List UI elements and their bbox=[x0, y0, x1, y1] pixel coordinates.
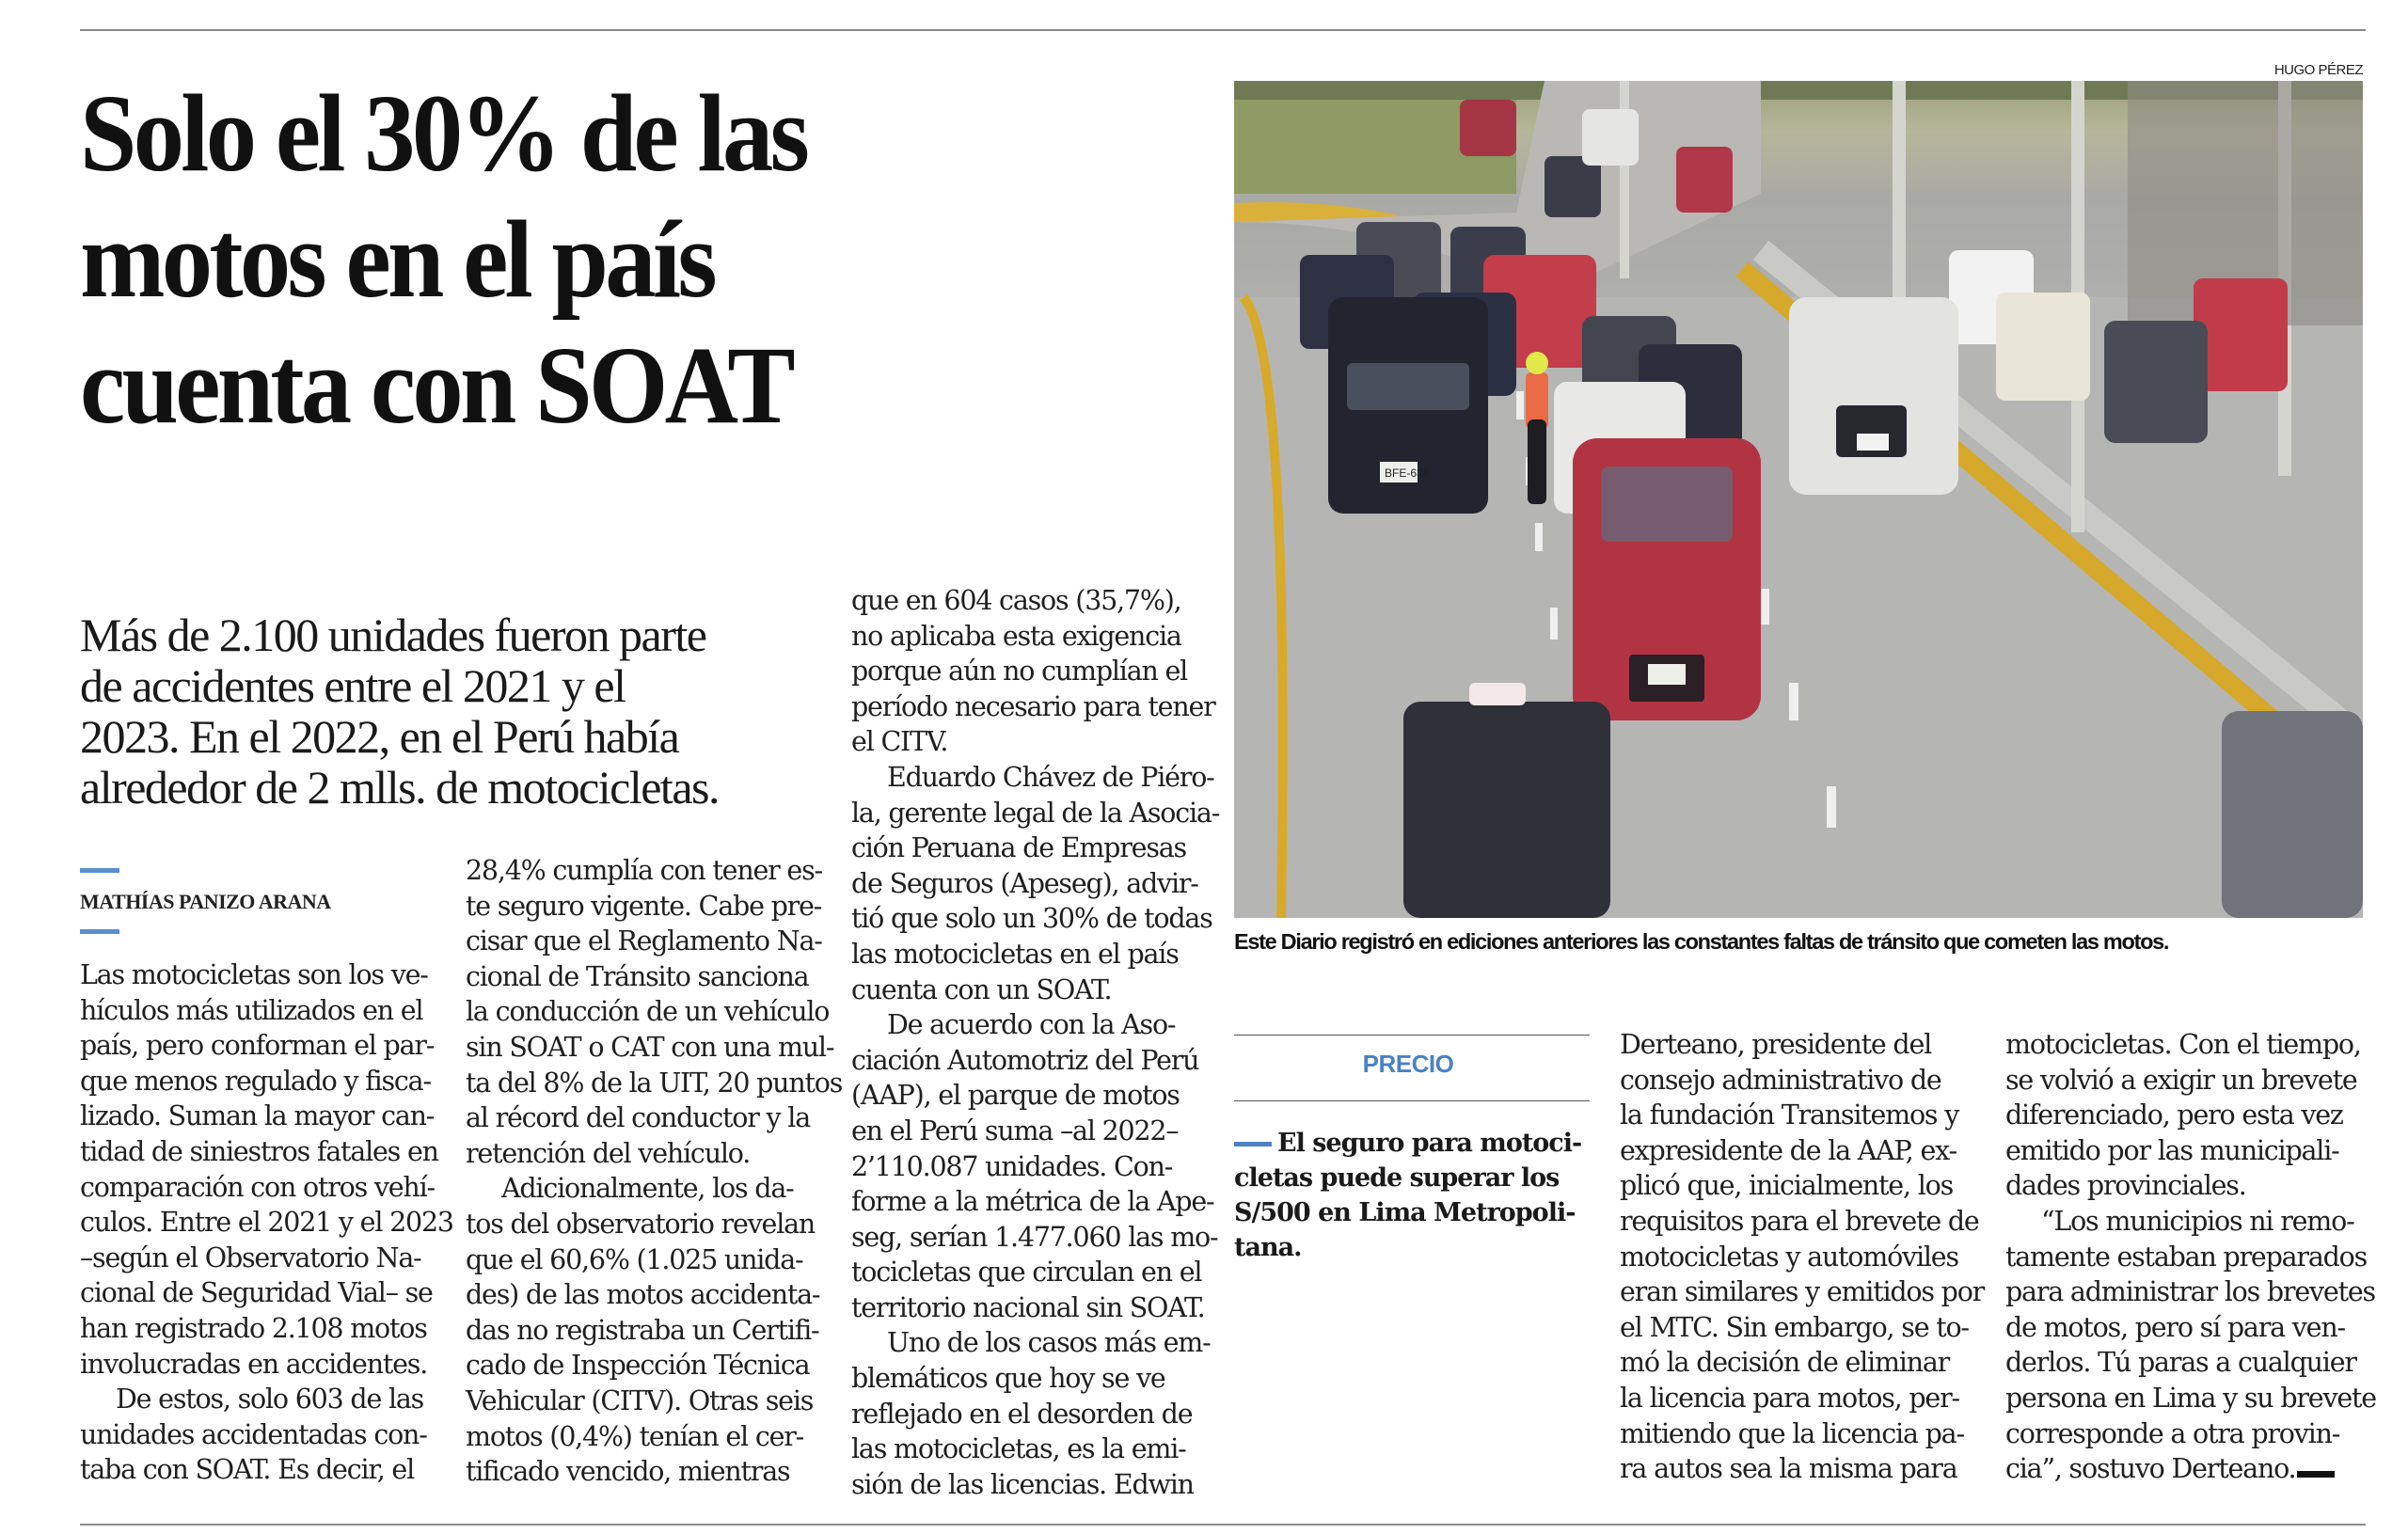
text-line: derlos. Tú paras a cualquier bbox=[2005, 1347, 2356, 1379]
sidebar-line: cletas puede superar los bbox=[1234, 1163, 1560, 1193]
text-line: mitiendo que la licencia pa- bbox=[1620, 1417, 1964, 1449]
headline bbox=[80, 71, 1096, 449]
text-line: al récord del conductor y la bbox=[466, 1102, 810, 1134]
text-line: plicó que, inicialmente, los bbox=[1620, 1170, 1953, 1202]
text-line: seg, serían 1.477.060 las mo- bbox=[851, 1221, 1218, 1253]
text-line: consejo administrativo de bbox=[1620, 1064, 1941, 1096]
text-line: en el Perú suma –al 2022– bbox=[851, 1115, 1179, 1147]
text-line: reflejado en el desorden de bbox=[851, 1398, 1193, 1430]
text-line: blemáticos que hoy se ve bbox=[851, 1363, 1165, 1395]
sidebar-top-rule bbox=[1234, 1035, 1590, 1036]
text-line: que el 60,6% (1.025 unida- bbox=[466, 1243, 803, 1275]
text-line: motocicletas. Con el tiempo, bbox=[2005, 1029, 2361, 1060]
text-line: retención del vehículo. bbox=[466, 1137, 751, 1169]
plate-text: BFE-634 bbox=[1385, 467, 1430, 480]
text-line: de motos, pero sí para ven- bbox=[2005, 1311, 2345, 1343]
article-column-4 bbox=[1620, 1027, 1996, 1487]
text-line: motos (0,4%) tenían el cer- bbox=[466, 1420, 804, 1452]
sidebar-text bbox=[1234, 1126, 1592, 1265]
text-line: tidad de siniestros fatales en bbox=[80, 1135, 438, 1167]
text-line: Uno de los casos más em- bbox=[887, 1327, 1211, 1359]
text-line: la conducción de un vehículo bbox=[466, 996, 830, 1028]
text-line: das no registraba un Certifi- bbox=[466, 1314, 819, 1346]
text-line: taba con SOAT. Es decir, el bbox=[80, 1454, 414, 1486]
text-line: tamente estaban preparados bbox=[2005, 1241, 2368, 1273]
text-line: ra autos sea la misma para bbox=[1620, 1453, 1957, 1485]
text-line: involucradas en accidentes. bbox=[80, 1348, 428, 1380]
article-column-3 bbox=[851, 583, 1218, 1502]
sidebar-line: tana. bbox=[1234, 1233, 1302, 1262]
text-line: cisar que el Reglamento Na- bbox=[466, 925, 822, 957]
text-line: unidades accidentadas con- bbox=[80, 1418, 427, 1450]
text-line: la fundación Transitemos y bbox=[1620, 1099, 1959, 1131]
text-line: –según el Observatorio Na- bbox=[80, 1241, 421, 1273]
deck-line: de accidentes entre el 2021 y el bbox=[80, 659, 626, 712]
text-line: para administrar los brevetes bbox=[2005, 1276, 2375, 1308]
text-line: dades provinciales. bbox=[2005, 1170, 2246, 1202]
text-line: te seguro vigente. Cabe pre- bbox=[466, 890, 822, 922]
text-line: cado de Inspección Técnica bbox=[466, 1350, 810, 1382]
text-line: lizado. Suman la mayor can- bbox=[80, 1100, 435, 1132]
text-line: la licencia para motos, per- bbox=[1620, 1382, 1959, 1414]
text-line: ciación Automotriz del Perú bbox=[851, 1044, 1199, 1076]
photo-credit: HUGO PÉREZ bbox=[2273, 62, 2363, 78]
headline-line: cuenta con SOAT bbox=[80, 324, 793, 447]
text-line: Vehicular (CITV). Otras seis bbox=[466, 1384, 814, 1416]
text-line: De acuerdo con la Aso- bbox=[887, 1009, 1176, 1041]
text-line: la, gerente legal de la Asocia- bbox=[851, 797, 1220, 829]
text-line: (AAP), el parque de motos bbox=[851, 1080, 1180, 1112]
text-line: emitido por las municipali- bbox=[2005, 1134, 2339, 1166]
text-line: de Seguros (Apeseg), advir- bbox=[851, 867, 1198, 899]
text-line: que menos regulado y fisca- bbox=[80, 1065, 431, 1097]
text-line: motocicletas y automóviles bbox=[1620, 1241, 1958, 1273]
sidebar-line: S/500 en Lima Metropoli- bbox=[1234, 1198, 1576, 1227]
text-line: las motocicletas, es la emi- bbox=[851, 1433, 1186, 1465]
sidebar-bottom-rule bbox=[1234, 1100, 1590, 1101]
byline-bar-bottom bbox=[80, 929, 119, 934]
text-line: se volvió a exigir un brevete bbox=[2005, 1064, 2357, 1096]
headline-line: Solo el 30% de las bbox=[80, 71, 807, 195]
photo-caption: Este Diario registró en ediciones anteriores las constantes faltas de tránsito que cometen las motos. bbox=[1234, 929, 2169, 954]
text-line: porque aún no cumplían el bbox=[851, 656, 1188, 688]
text-line: Adicionalmente, los da- bbox=[501, 1173, 794, 1205]
article-column-1 bbox=[80, 957, 453, 1488]
text-line: requisitos para el brevete de bbox=[1620, 1205, 1979, 1237]
text-line: cuenta con un SOAT. bbox=[851, 973, 1112, 1005]
text-line: des) de las motos accidenta- bbox=[466, 1279, 820, 1311]
article-column-2 bbox=[466, 853, 843, 1490]
text-line: cional de Tránsito sanciona bbox=[466, 960, 809, 992]
deck-line: Más de 2.100 unidades fueron parte bbox=[80, 609, 706, 661]
text-line: mó la decisión de eliminar bbox=[1620, 1347, 1950, 1379]
text-line: las motocicletas en el país bbox=[851, 938, 1179, 970]
traffic-photo bbox=[1234, 81, 2363, 918]
text-line: hículos más utilizados en el bbox=[80, 994, 423, 1026]
text-line: período necesario para tener bbox=[851, 690, 1215, 722]
byline: MATHÍAS PANIZO ARANA bbox=[80, 890, 331, 913]
text-line: corresponde a otra provin- bbox=[2005, 1417, 2340, 1449]
text-line: el CITV. bbox=[851, 726, 948, 758]
text-line: eran similares y emitidos por bbox=[1620, 1276, 1985, 1308]
article-column-5 bbox=[2005, 1027, 2382, 1487]
text-line: “Los municipios ni remo- bbox=[2041, 1205, 2354, 1237]
sidebar-line: El seguro para motoci- bbox=[1277, 1129, 1582, 1158]
traffic-scene-illustration bbox=[1234, 81, 2363, 918]
text-line: el MTC. Sin embargo, se to- bbox=[1620, 1311, 1969, 1343]
deck-line: 2023. En el 2022, en el Perú había bbox=[80, 710, 679, 763]
text-line: han registrado 2.108 motos bbox=[80, 1312, 427, 1344]
deck-line: alrededor de 2 mlls. de motocicletas. bbox=[80, 761, 719, 814]
end-of-article-mark bbox=[2297, 1471, 2335, 1478]
text-line: tos del observatorio revelan bbox=[466, 1208, 816, 1240]
text-line: culos. Entre el 2021 y el 2023 bbox=[80, 1207, 453, 1239]
text-line: forme a la métrica de la Ape- bbox=[851, 1186, 1214, 1218]
text-line: cia”, sostuvo Derteano. bbox=[2005, 1453, 2296, 1485]
text-line: expresidente de la AAP, ex- bbox=[1620, 1134, 1956, 1166]
top-rule bbox=[80, 29, 2366, 31]
text-line: que en 604 casos (35,7%), bbox=[851, 585, 1181, 616]
text-line: De estos, solo 603 de las bbox=[116, 1384, 424, 1415]
text-line: ta del 8% de la UIT, 20 puntos bbox=[466, 1067, 843, 1099]
text-line: tió que solo un 30% de todas bbox=[851, 903, 1212, 935]
text-line: cional de Seguridad Vial– se bbox=[80, 1277, 433, 1309]
headline-line: motos en el país bbox=[80, 198, 714, 321]
text-line: Derteano, presidente del bbox=[1620, 1029, 1932, 1060]
bottom-rule bbox=[80, 1524, 2366, 1526]
text-line: persona en Lima y su brevete bbox=[2005, 1382, 2376, 1414]
byline-bar-top bbox=[80, 868, 119, 873]
text-line: sin SOAT o CAT con una mul- bbox=[466, 1031, 834, 1063]
text-line: comparación con otros vehí- bbox=[80, 1171, 435, 1203]
text-line: territorio nacional sin SOAT. bbox=[851, 1291, 1205, 1323]
sidebar-label: PRECIO bbox=[1362, 1050, 1454, 1078]
text-line: 2’110.087 unidades. Con- bbox=[851, 1150, 1173, 1182]
text-line: sión de las licencias. Edwin bbox=[851, 1468, 1194, 1500]
text-line: ción Peruana de Empresas bbox=[851, 832, 1186, 864]
text-line: 28,4% cumplía con tener es- bbox=[466, 855, 822, 886]
text-line: Las motocicletas son los ve- bbox=[80, 959, 428, 990]
text-line: diferenciado, pero esta vez bbox=[2005, 1099, 2343, 1131]
text-line: tocicletas que circulan en el bbox=[851, 1257, 1202, 1289]
text-line: tificado vencido, mientras bbox=[466, 1456, 790, 1488]
text-line: no aplicaba esta exigencia bbox=[851, 620, 1181, 652]
text-line: Eduardo Chávez de Piéro- bbox=[887, 761, 1214, 793]
sidebar-dash bbox=[1234, 1142, 1272, 1147]
text-line: país, pero conforman el par- bbox=[80, 1030, 435, 1062]
deck bbox=[80, 609, 832, 813]
